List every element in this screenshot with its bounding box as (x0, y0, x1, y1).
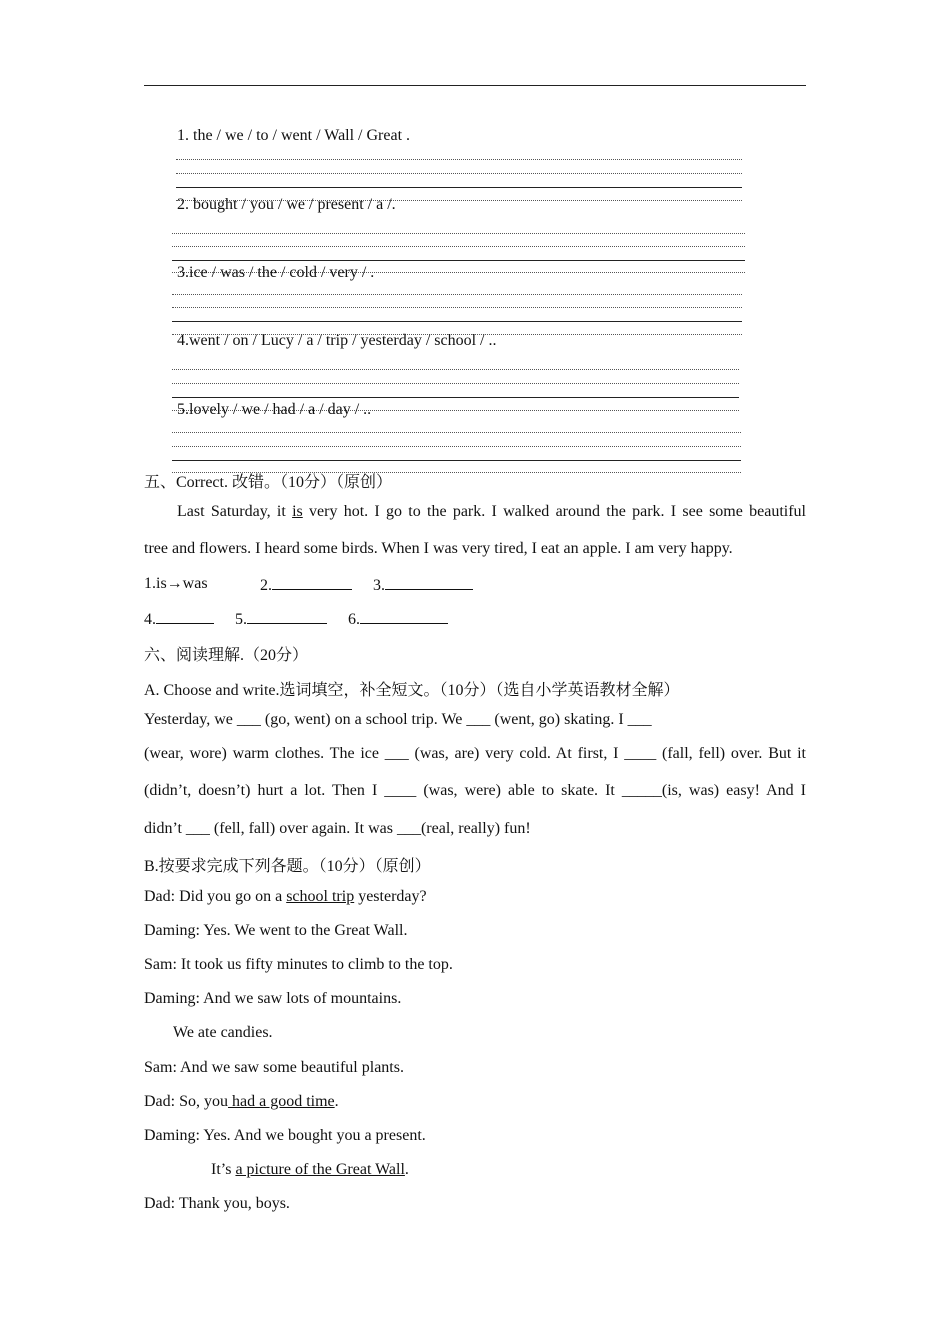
part-a-line-4: didn’t ___ (fell, fall) over again. It was ___(real, really) fun! (144, 820, 531, 837)
item-1-prompt: 1. the / we / to / went / Wall / Great . (177, 127, 411, 144)
part-b-title: B.按要求完成下列各题。（10分）（原创） (144, 858, 431, 875)
underlined-phrase: had a good time (228, 1093, 335, 1110)
writing-line (172, 233, 745, 234)
dialogue-line-9: It’s a picture of the Great Wall. (211, 1161, 409, 1178)
dialogue-line-4: Daming: And we saw lots of mountains. (144, 990, 402, 1007)
dialogue-line-7: Dad: So, you had a good time. (144, 1093, 339, 1110)
correction-answer-4: 4. (144, 609, 214, 629)
dialogue-line-10: Dad: Thank you, boys. (144, 1195, 290, 1212)
part-a-line-1: Yesterday, we ___ (go, went) on a school trip. We ___ (went, go) skating. I ___ (144, 711, 652, 728)
correction-answer-5: 5. (235, 609, 327, 629)
writing-baseline (172, 397, 739, 398)
section-6-heading: 六、阅读理解.（20分） (144, 647, 309, 664)
writing-line (172, 446, 741, 447)
item-3-prompt: 3.ice / was / the / cold / very / . (177, 264, 375, 281)
correction-answer-6: 6. (348, 609, 448, 629)
writing-baseline (172, 321, 742, 322)
part-a-line-2: (wear, wore) warm clothes. The ice ___ (was, are) very cold. At first, I ____ (fall, fell) over. But it (144, 745, 806, 762)
writing-baseline (176, 187, 742, 188)
correction-answer-1: 1.is→was (144, 575, 208, 592)
item-2-prompt: 2. bought / you / we / present / a /. (177, 196, 396, 213)
underlined-phrase: school trip (286, 888, 355, 905)
error-word-is: is (292, 503, 303, 520)
correction-answer-2: 2. (260, 575, 352, 595)
correction-answer-3: 3. (373, 575, 473, 595)
dialogue-line-8: Daming: Yes. And we bought you a present. (144, 1127, 426, 1144)
header-rule (144, 85, 806, 86)
part-a-line-3: (didn’t, doesn’t) hurt a lot. Then I ____ (was, were) able to skate. It _____(is, was) easy! And I (144, 782, 806, 799)
writing-line (172, 307, 742, 308)
item-4-prompt: 4.went / on / Lucy / a / trip / yesterday / school / .. (177, 332, 497, 349)
part-a-title: A. Choose and write.选词填空，补全短文。（10分）（选自小学英语教材全解） (144, 682, 680, 699)
writing-line (176, 173, 742, 174)
dialogue-line-2: Daming: Yes. We went to the Great Wall. (144, 922, 408, 939)
writing-line (172, 383, 739, 384)
item-5-prompt: 5.lovely / we / had / a / day / .. (177, 401, 372, 418)
correct-paragraph-line-2: tree and flowers. I heard some birds. When I was very tired, I eat an apple. I am very happy. (144, 540, 733, 557)
section-5-heading: 五、Correct. 改错。（10分）（原创） (144, 474, 392, 491)
correct-paragraph-line-1: Last Saturday, it is very hot. I go to the park. I walked around the park. I see some beautiful (177, 503, 806, 520)
underlined-phrase: a picture of the Great Wall (235, 1161, 405, 1178)
dialogue-line-5: We ate candies. (173, 1024, 273, 1041)
writing-line (172, 294, 742, 295)
writing-baseline (172, 260, 745, 261)
writing-baseline (172, 460, 741, 461)
dialogue-line-6: Sam: And we saw some beautiful plants. (144, 1059, 404, 1076)
dialogue-line-1: Dad: Did you go on a school trip yesterday? (144, 888, 427, 905)
writing-line (172, 246, 745, 247)
writing-line (172, 369, 739, 370)
writing-line (172, 432, 741, 433)
dialogue-line-3: Sam: It took us fifty minutes to climb to the top. (144, 956, 453, 973)
writing-line (176, 159, 742, 160)
